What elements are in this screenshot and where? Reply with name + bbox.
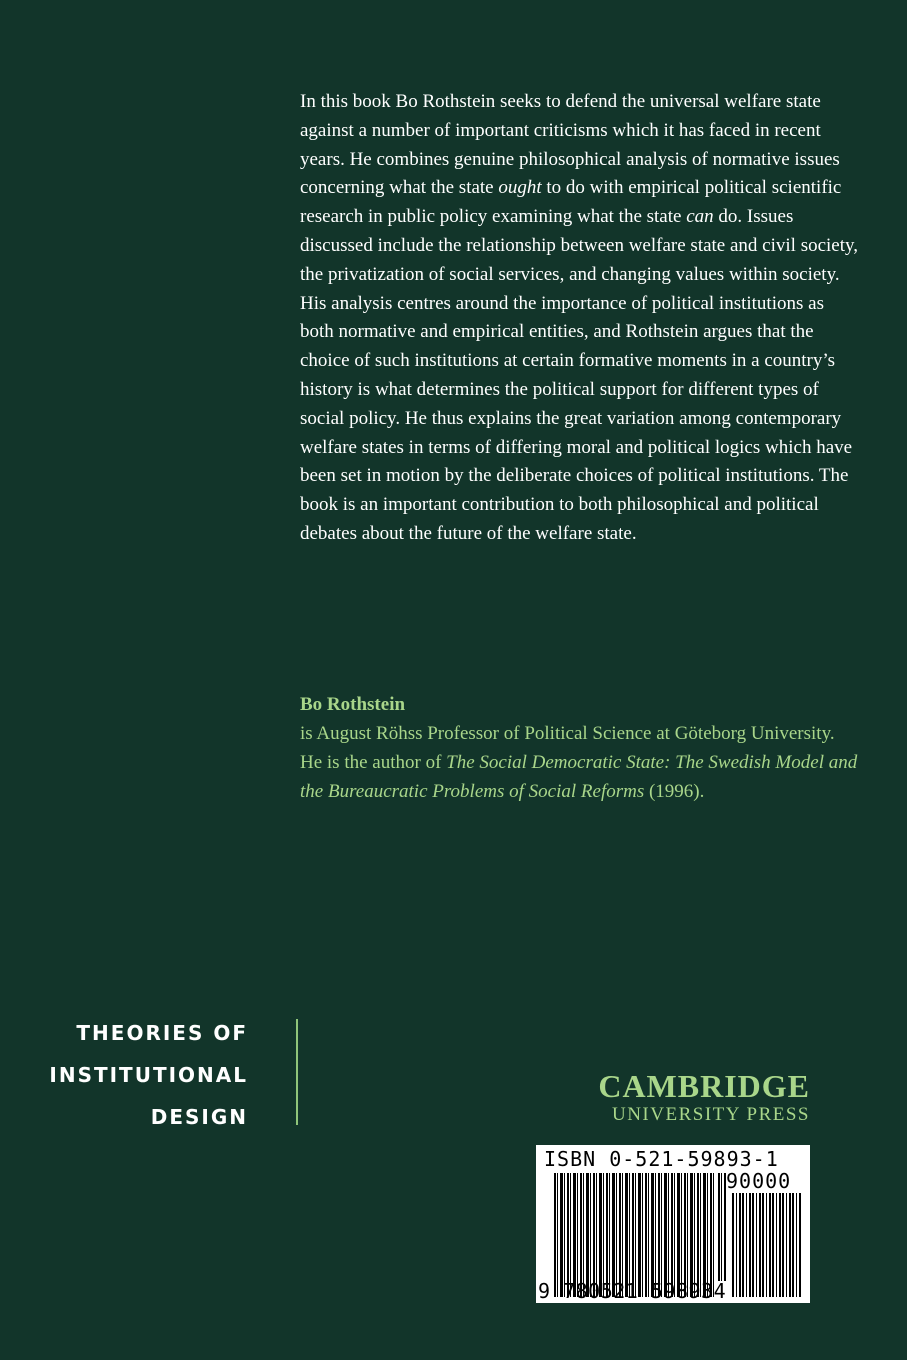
author-book-title: The Social Democratic State: The Swedish Model and the Bureaucratic Problems of Social Reforms — [300, 752, 858, 802]
description-text-3: do. Issues discussed include the relationship between welfare state and civil society, the privatization of social services, and changing values within society. His analysis centres around the importance of political institutions as both normative and empirical entities, and Rothstein argues that the choice of such institutions at certain formative moments in a country’s history is what determines the political support for different types of social policy. He thus explains the great variation among contemporary welfare states in terms of differing moral and political logics which have been set in motion by the deliberate choices of political institutions. The book is an important contribution to both philosophical and political debates about the future of the welfare state. — [300, 206, 859, 544]
description-text-2: to do with empirical political scientific research in public policy examining what the state — [300, 177, 842, 228]
author-bio-text-2: (1996). — [644, 781, 705, 802]
book-description — [300, 88, 860, 549]
barcode-addon-number: 90000 — [726, 1169, 792, 1193]
description-emphasis-can: can — [686, 206, 714, 228]
series-line-3: DESIGN — [150, 1105, 248, 1129]
series-line-2: INSTITUTIONAL — [49, 1063, 248, 1087]
barcode-addon-bars — [732, 1193, 802, 1297]
publisher-name: CAMBRIDGE — [598, 1068, 810, 1104]
description-text-1: In this book Bo Rothstein seeks to defend the universal welfare state against a number of important criticisms which it has faced in recent years. He combines genuine philosophical analysis of normative issues concerning what the state — [300, 91, 840, 199]
ean-number: 9 780521 598934 — [538, 1279, 727, 1303]
author-bio — [300, 719, 860, 806]
series-divider — [296, 1019, 298, 1125]
description-emphasis-ought: ought — [498, 177, 542, 199]
series-line-1: THEORIES OF — [76, 1021, 248, 1045]
author-block — [300, 690, 860, 806]
barcode — [536, 1145, 810, 1303]
publisher-subtitle: UNIVERSITY PRESS — [611, 1104, 810, 1125]
publisher-logo — [560, 1068, 810, 1126]
author-bio-text-1: is August Röhss Professor of Political Science at Göteborg University. He is the author of — [300, 723, 835, 773]
author-name: Bo Rothstein — [300, 694, 406, 715]
isbn-label: ISBN 0-521-59893-1 — [544, 1147, 779, 1171]
barcode-guard-bars — [718, 1173, 726, 1281]
series-title — [40, 1012, 248, 1138]
